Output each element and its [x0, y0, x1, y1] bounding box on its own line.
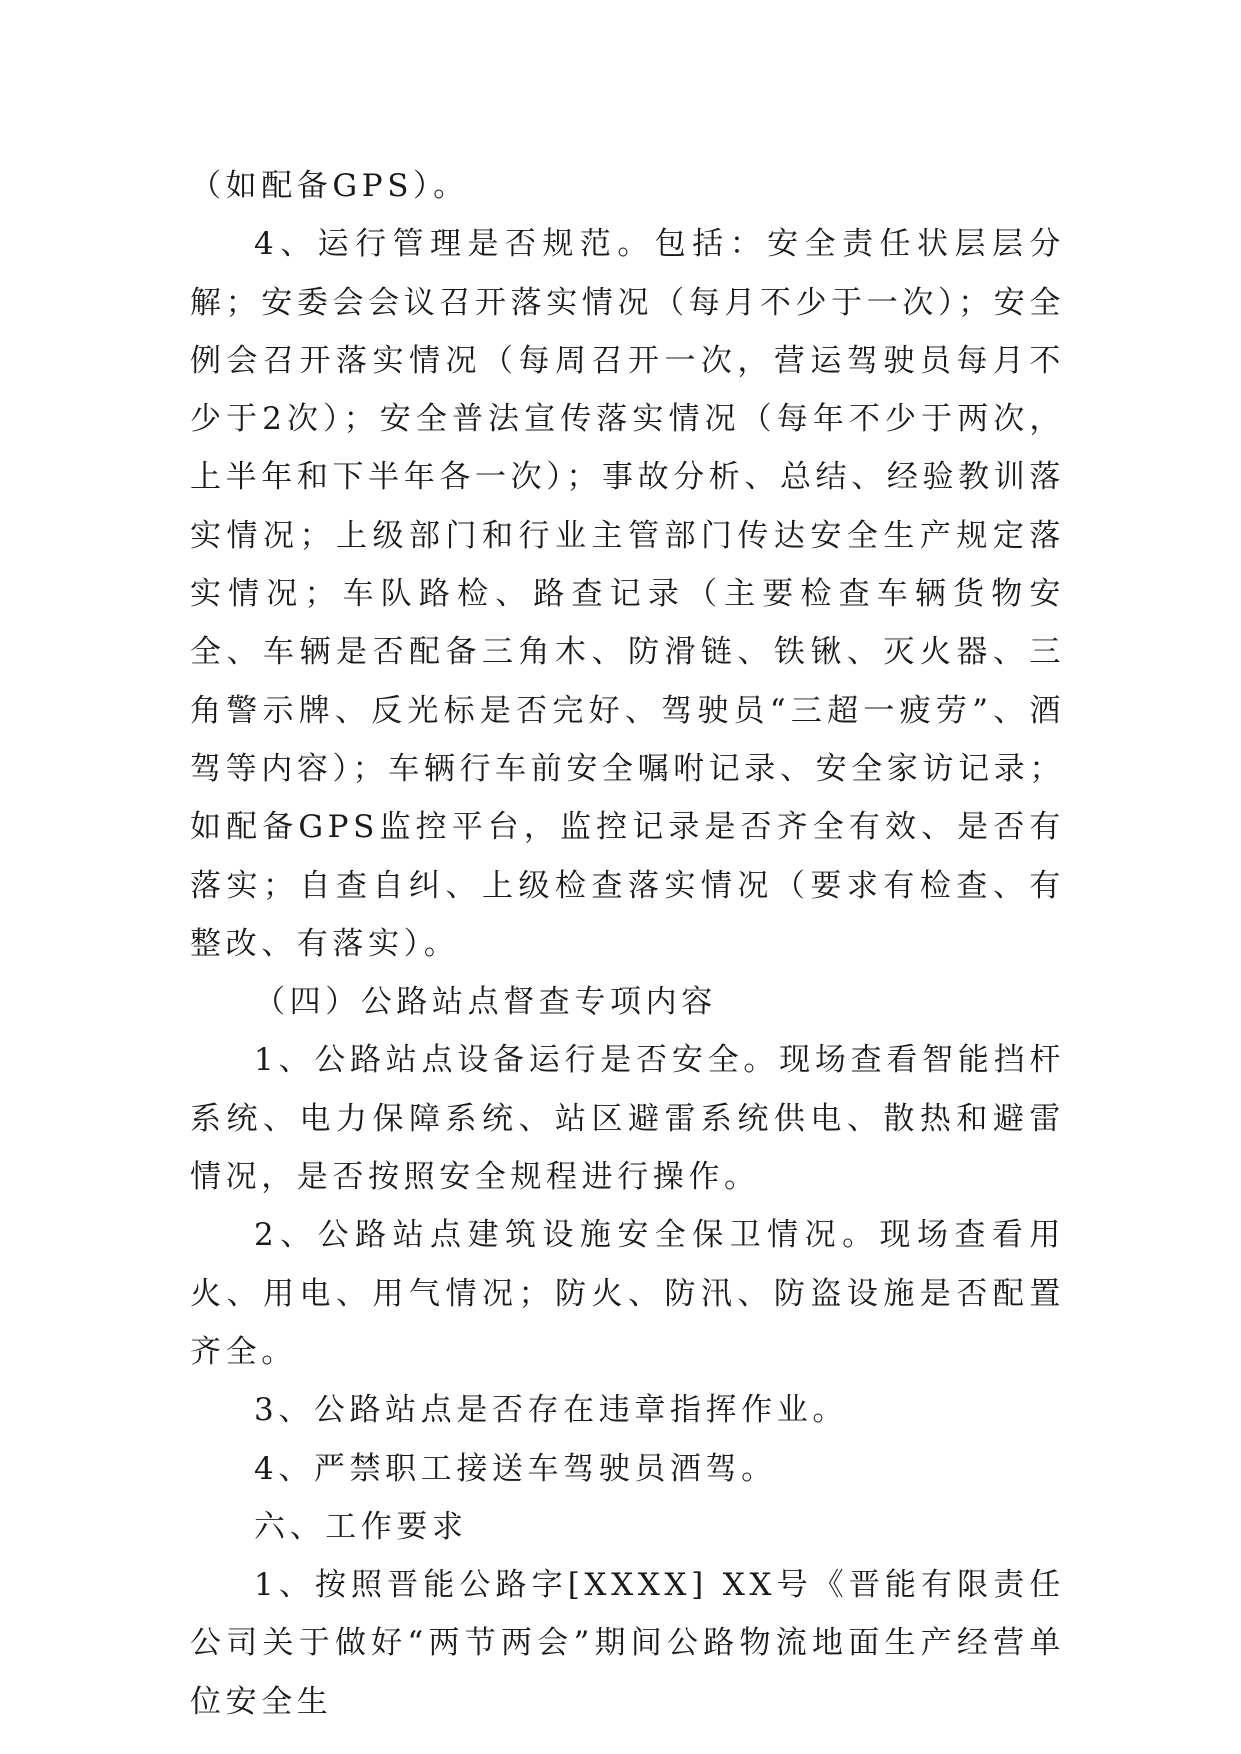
section-heading-work-requirements: 六、工作要求: [254, 1508, 468, 1545]
paragraph-drunk-driving: 4、严禁职工接送车驾驶员酒驾。: [254, 1450, 777, 1487]
document-body: [190, 157, 1065, 1731]
paragraph-requirement-1: 1、按照晋能公路字[XXXX] XX号《晋能有限责任公司关于做好“两节两会”期间公路物流地面生产经营单位安全生: [190, 1567, 1065, 1720]
paragraph-illegal-command: 3、公路站点是否存在违章指挥作业。: [254, 1392, 848, 1429]
paragraph-station-security: 2、公路站点建筑设施安全保卫情况。现场查看用火、用电、用气情况；防火、防汛、防盗设施是否配置齐全。: [190, 1217, 1065, 1370]
section-heading-highway-stations: （四）公路站点督查专项内容: [254, 984, 717, 1021]
paragraph-operation-management: 4、运行管理是否规范。包括：安全责任状层层分解；安委会会议召开落实情况（每月不少于一次）；安全例会召开落实情况（每周召开一次，营运驾驶员每月不少于2次）；安全普法宣传落实情况（每年不少于两次，上半年和下半年各一次）；事故分析、总结、经验教训落实情况；上级部门和行业主管部门传达安全生产规定落实情况；车队路检、路查记录（主要检查车辆货物安全、车辆是否配备三角木、防滑链、铁锹、灭火器、三角警示牌、反光标是否完好、驾驶员“三超一疲劳”、酒驾等内容）；车辆行车前安全嘱咐记录、安全家访记录；如配备GPS监控平台，监控记录是否齐全有效、是否有落实；自查自纠、上级检查落实情况（要求有检查、有整改、有落实）。: [190, 226, 1065, 962]
paragraph-station-equipment: 1、公路站点设备运行是否安全。现场查看智能挡杆系统、电力保障系统、站区避雷系统供电、散热和避雷情况，是否按照安全规程进行操作。: [190, 1042, 1065, 1196]
paragraph-gps-note: （如配备GPS）。: [190, 168, 469, 204]
